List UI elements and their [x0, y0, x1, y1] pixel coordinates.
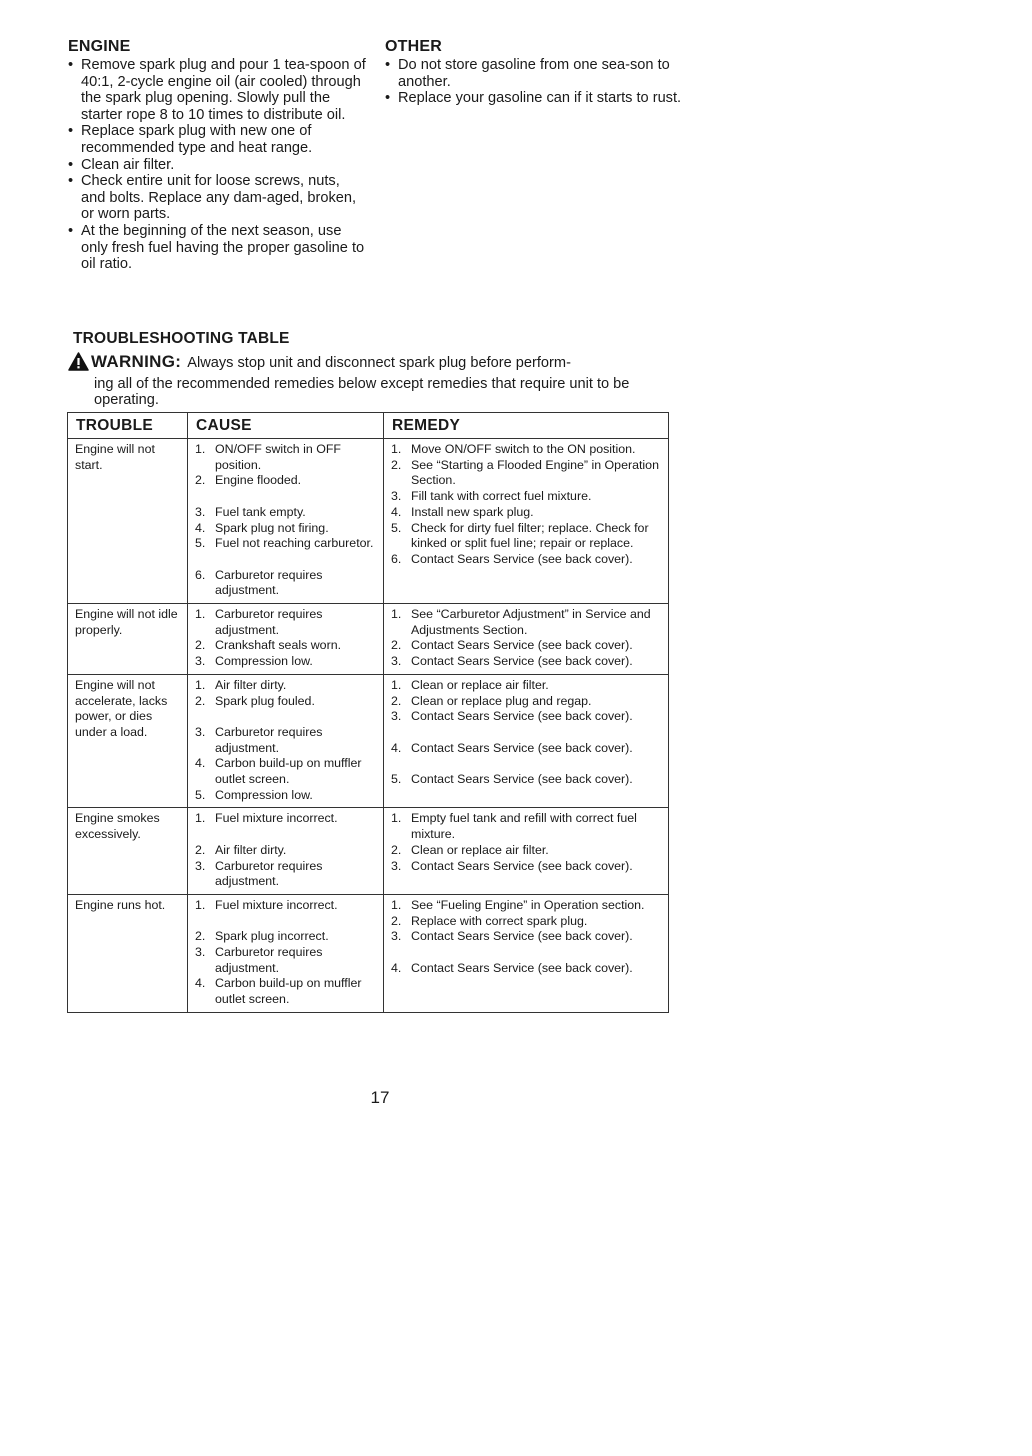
- trouble-cell: [68, 894, 188, 1012]
- remedy-item: [391, 914, 664, 930]
- engine-item: • Replace spark plug with new one of recommended type and heat range.: [68, 123, 368, 156]
- remedy-num: 1.: [391, 442, 402, 456]
- remedy-cell: [384, 674, 669, 808]
- cause-cell: [188, 439, 384, 604]
- cause-num: 6.: [195, 567, 206, 582]
- remedy-text: Fill tank with correct fuel mixture.: [411, 489, 592, 504]
- remedy-num: 3.: [391, 858, 402, 873]
- cause-num: 1.: [195, 677, 206, 692]
- cause-text: Fuel mixture incorrect.: [215, 811, 338, 826]
- remedy-item: [391, 678, 664, 694]
- remedy-cell: [384, 808, 669, 895]
- cause-item: [195, 945, 379, 976]
- cause-text: Spark plug fouled.: [215, 693, 315, 708]
- remedy-text: Contact Sears Service (see back cover).: [411, 929, 633, 944]
- remedy-text: Contact Sears Service (see back cover).: [411, 772, 633, 786]
- remedy-num: 5.: [391, 772, 402, 786]
- cause-num: 2.: [195, 693, 206, 708]
- cause-text: Compression low.: [215, 787, 313, 802]
- cause-text: Air filter dirty.: [215, 677, 287, 692]
- remedy-item: [391, 458, 664, 489]
- remedy-text: Contact Sears Service (see back cover).: [411, 551, 633, 566]
- cause-item: [195, 521, 379, 537]
- cause-cell: [188, 808, 384, 895]
- remedy-item: [391, 654, 664, 670]
- remedy-num: 2.: [391, 913, 402, 928]
- remedy-num: 4.: [391, 504, 402, 519]
- remedy-num: 5.: [391, 520, 402, 535]
- remedy-num: 4.: [391, 960, 402, 975]
- remedy-item: [391, 929, 664, 945]
- engine-item: • Clean air filter.: [68, 157, 368, 174]
- cause-num: 2.: [195, 842, 206, 857]
- remedy-text: Contact Sears Service (see back cover).: [411, 654, 633, 669]
- trouble-text: Engine runs hot.: [75, 897, 166, 912]
- table-row: [68, 894, 669, 1012]
- cause-text: Carburetor requires adjustment.: [215, 567, 323, 598]
- page-number: 17: [370, 1088, 390, 1107]
- other-item: • Do not store gasoline from one sea-son to another.: [385, 57, 685, 90]
- cause-text: Air filter dirty.: [215, 842, 287, 857]
- remedy-text: Contact Sears Service (see back cover).: [411, 638, 633, 653]
- cause-item: [195, 678, 379, 694]
- cause-num: 3.: [195, 858, 206, 873]
- remedy-item: [391, 505, 664, 521]
- engine-item: • Remove spark plug and pour 1 tea-spoon of 40:1, 2-cycle engine oil (air cooled) through the spark plug opening. Slowly pull the starter rope 8 to 10 times to distribute oil.: [68, 57, 368, 123]
- cause-item: [195, 536, 379, 552]
- cause-text: Carburetor requires adjustment.: [215, 858, 323, 889]
- cause-num: 3.: [195, 504, 206, 519]
- cause-item: [195, 638, 379, 654]
- cause-cell: [188, 674, 384, 808]
- remedy-item: [391, 811, 664, 842]
- remedy-item: [391, 694, 664, 710]
- cause-num: 3.: [195, 945, 206, 960]
- trouble-text: Engine will not start.: [75, 442, 155, 472]
- remedy-text: Check for dirty fuel filter; replace. Check for kinked or split fuel line; repair or replace.: [411, 520, 649, 551]
- engine-item: • At the beginning of the next season, use only fresh fuel having the proper gasoline to oil ratio.: [68, 223, 368, 273]
- remedy-num: 1.: [391, 677, 402, 692]
- remedy-item: [391, 709, 664, 725]
- cause-num: 4.: [195, 520, 206, 535]
- remedy-num: 3.: [391, 929, 402, 944]
- engine-heading: ENGINE: [68, 38, 131, 55]
- header-trouble: TROUBLE: [68, 413, 188, 439]
- cause-cell: [188, 604, 384, 675]
- engine-item: • Check entire unit for loose screws, nuts, and bolts. Replace any dam-aged, broken, or worn parts.: [68, 173, 368, 223]
- trouble-cell: [68, 674, 188, 808]
- remedy-num: 2.: [391, 693, 402, 708]
- header-cause: CAUSE: [188, 413, 384, 439]
- table-row: [68, 674, 669, 808]
- cause-num: 2.: [195, 638, 206, 653]
- trouble-cell: [68, 808, 188, 895]
- remedy-item: [391, 607, 664, 638]
- warning-triangle-icon: [68, 352, 89, 376]
- remedy-text: See “Starting a Flooded Engine” in Operation Section.: [411, 457, 659, 488]
- warning-text: Always stop unit and disconnect spark plug before perform-: [187, 355, 571, 371]
- table-row: [68, 439, 669, 604]
- remedy-num: 2.: [391, 842, 402, 857]
- cause-num: 5.: [195, 787, 206, 802]
- cause-num: 3.: [195, 724, 206, 739]
- table-row: [68, 604, 669, 675]
- remedy-item: [391, 442, 664, 458]
- cause-num: 2.: [195, 929, 206, 944]
- remedy-text: Install new spark plug.: [411, 504, 534, 519]
- other-item: • Replace your gasoline can if it starts to rust.: [385, 90, 685, 107]
- trouble-text: Engine smokes excessively.: [75, 811, 160, 842]
- cause-text: ON/OFF switch in OFF position.: [215, 442, 341, 472]
- cause-text: Fuel mixture incorrect.: [215, 897, 338, 912]
- cause-item: [195, 607, 379, 638]
- remedy-cell: [384, 439, 669, 604]
- remedy-item: [391, 638, 664, 654]
- remedy-item: [391, 898, 664, 914]
- trouble-text: Engine will not idle properly.: [75, 607, 178, 637]
- trouble-cell: [68, 604, 188, 675]
- remedy-num: 1.: [391, 897, 402, 912]
- table-row: [68, 808, 669, 895]
- trouble-cell: [68, 439, 188, 604]
- remedy-num: 3.: [391, 489, 402, 504]
- cause-item: [195, 843, 379, 859]
- cause-num: 1.: [195, 897, 206, 912]
- cause-text: Carbon build-up on muffler outlet screen.: [215, 756, 362, 787]
- engine-list: [68, 57, 368, 273]
- header-remedy: REMEDY: [384, 413, 669, 439]
- remedy-text: Contact Sears Service (see back cover).: [411, 709, 633, 724]
- cause-text: Crankshaft seals worn.: [215, 638, 342, 653]
- cause-num: 1.: [195, 442, 206, 456]
- troubleshooting-table: [67, 412, 669, 1013]
- cause-num: 1.: [195, 607, 206, 621]
- remedy-num: 3.: [391, 709, 402, 724]
- cause-num: 3.: [195, 654, 206, 669]
- remedy-text: Contact Sears Service (see back cover).: [411, 960, 633, 975]
- warning-notice: [68, 352, 658, 409]
- cause-num: 4.: [195, 976, 206, 991]
- remedy-item: [391, 961, 664, 977]
- cause-text: Spark plug not firing.: [215, 520, 329, 535]
- cause-item: [195, 756, 379, 787]
- troubleshooting-title: TROUBLESHOOTING TABLE: [73, 330, 290, 347]
- remedy-text: Contact Sears Service (see back cover).: [411, 740, 633, 755]
- cause-num: 2.: [195, 473, 206, 488]
- remedy-item: [391, 772, 664, 788]
- table-header-row: [68, 413, 669, 439]
- cause-text: Engine flooded.: [215, 473, 302, 488]
- remedy-num: 2.: [391, 638, 402, 653]
- remedy-text: Replace with correct spark plug.: [411, 913, 588, 928]
- remedy-text: Clean or replace air filter.: [411, 677, 549, 692]
- cause-text: Spark plug incorrect.: [215, 929, 329, 944]
- warning-text-continued: ing all of the recommended remedies below except remedies that require unit to be operating.: [94, 375, 630, 409]
- cause-item: [195, 694, 379, 710]
- remedy-text: Clean or replace plug and regap.: [411, 693, 592, 708]
- cause-item: [195, 505, 379, 521]
- remedy-item: [391, 489, 664, 505]
- remedy-item: [391, 552, 664, 568]
- cause-item: [195, 473, 379, 489]
- cause-text: Carbon build-up on muffler outlet screen.: [215, 976, 362, 1007]
- remedy-text: See “Carburetor Adjustment” in Service and Adjustments Section.: [411, 607, 651, 637]
- remedy-cell: [384, 894, 669, 1012]
- cause-text: Fuel not reaching carburetor.: [215, 536, 374, 551]
- cause-item: [195, 929, 379, 945]
- remedy-num: 4.: [391, 740, 402, 755]
- remedy-num: 1.: [391, 811, 402, 826]
- remedy-text: Clean or replace air filter.: [411, 842, 549, 857]
- remedy-text: Move ON/OFF switch to the ON position.: [411, 442, 636, 456]
- other-section: [385, 38, 685, 107]
- cause-num: 1.: [195, 811, 206, 826]
- cause-text: Fuel tank empty.: [215, 504, 306, 519]
- cause-cell: [188, 894, 384, 1012]
- cause-item: [195, 859, 379, 890]
- remedy-item: [391, 859, 664, 875]
- cause-text: Carburetor requires adjustment.: [215, 945, 323, 975]
- other-list: [385, 57, 685, 107]
- cause-item: [195, 725, 379, 756]
- cause-item: [195, 898, 379, 914]
- cause-item: [195, 788, 379, 804]
- cause-text: Carburetor requires adjustment.: [215, 607, 323, 637]
- cause-item: [195, 976, 379, 1007]
- cause-num: 5.: [195, 536, 206, 551]
- cause-text: Compression low.: [215, 654, 313, 669]
- cause-item: [195, 811, 379, 827]
- trouble-text: Engine will not accelerate, lacks power, or dies under a load.: [75, 677, 168, 739]
- other-heading: OTHER: [385, 38, 442, 55]
- cause-text: Carburetor requires adjustment.: [215, 724, 323, 755]
- cause-item: [195, 442, 379, 473]
- warning-label: WARNING:: [91, 352, 182, 371]
- remedy-cell: [384, 604, 669, 675]
- remedy-item: [391, 521, 664, 552]
- remedy-text: Empty fuel tank and refill with correct fuel mixture.: [411, 811, 637, 842]
- remedy-text: Contact Sears Service (see back cover).: [411, 858, 633, 873]
- remedy-num: 6.: [391, 551, 402, 566]
- engine-section: [68, 38, 368, 273]
- cause-item: [195, 568, 379, 599]
- remedy-num: 1.: [391, 607, 402, 621]
- remedy-item: [391, 741, 664, 757]
- cause-num: 4.: [195, 756, 206, 771]
- cause-item: [195, 654, 379, 670]
- remedy-text: See “Fueling Engine” in Operation section.: [411, 897, 645, 912]
- remedy-num: 3.: [391, 654, 402, 669]
- remedy-item: [391, 843, 664, 859]
- remedy-num: 2.: [391, 457, 402, 472]
